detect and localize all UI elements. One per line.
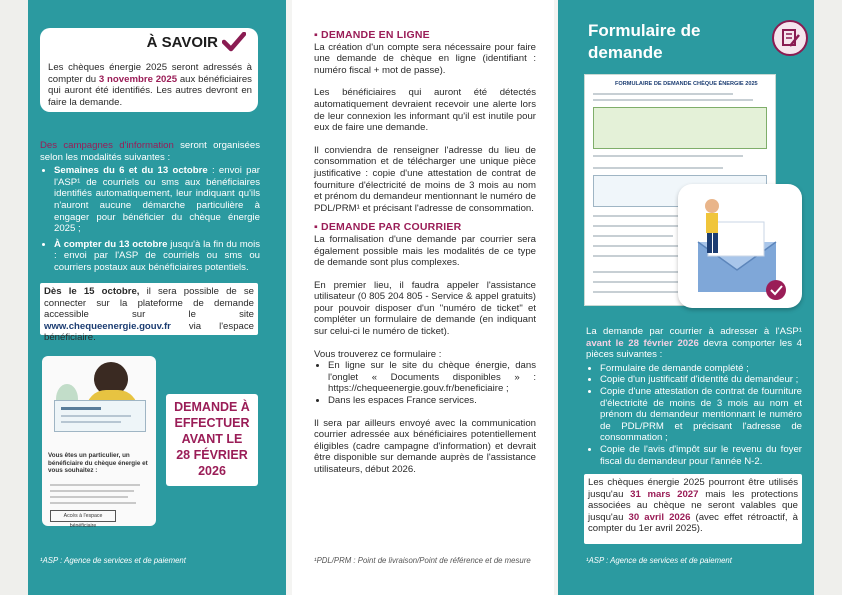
campaign-label: Des campagnes d'information bbox=[40, 140, 174, 151]
panel-right bbox=[558, 0, 814, 595]
page-title: Formulaire de demande bbox=[588, 21, 701, 62]
panel-middle bbox=[292, 0, 554, 595]
form-line bbox=[593, 93, 733, 95]
deadline-box: DEMANDE À EFFECTUER AVANT LE 28 FÉVRIER 2026 bbox=[166, 394, 258, 486]
online-section: ▪ DEMANDE EN LIGNE La création d'un compte sera nécessaire pour faire une demande de chèque en ligne (identifiant : numéro fiscal + mot de passe). Les bénéficiaires qui auront été détectés automatiquement devraient recevoir une alerte lors de leur connexion les informant qu'il est inutile pour eux de faire une demande. Il conviendra de renseigner l'adresse du lieu de consommation et de télécharger une unique pièce justificative : copie d'une attestation de contrat de fourniture d'électricité de moins de 3 mois au nom et prénom du demandeur mentionnant le numéro de PDL/PRM¹ et précisant l'adresse de consommation. ▪ DEMANDE PAR COURRIER La formalisation d'une demande par courrier sera également possible mais les modalités de ce type de demande sont plus complexes. En premier lieu, il faudra appeler l'assistance utilisateur (0 805 204 805 - Service & appel gratuits) pour pouvoir disposer d'un "numéro de ticket" et compléter un formulaire de demande (en indiquant sur celui-ci le numéro de ticket). Vous trouverez ce formulaire : • En ligne sur le site du chèque énergie, dans l'onglet « Documents disponibles » : https://chequeenergie.gouv.fr/beneficiaire ; • Dans les espaces France services. Il sera par ailleurs envoyé avec la communication courrier adressée aux bénéficiaires potentiellement éligibles (cadre campagne d'information) et devrait être disponible sur demande auprès de l'assistance utilisateurs, début 2026. bbox=[314, 30, 536, 476]
card-line bbox=[50, 502, 136, 504]
mail-intro: La demande par courrier à adresser à l'ASP¹ avant le 28 février 2026 devra comporter les 4 pièces suivantes : • Formulaire de demande complété ; • Copie d'un justificatif d'identité du demandeur ; • Copie d'une attestation de contrat de fourniture d'électricité de moins de 3 mois au nom et prénom du demandeur mentionnant le numéro de PDL/PRM et précisant l'adresse de consommation ; • Copie de l'avis d'impôt sur le revenu du foyer fiscal du demandeur pour l'année N-2. bbox=[586, 326, 802, 467]
form-line bbox=[593, 167, 723, 169]
website-link[interactable]: www.chequeenergie.gouv.fr bbox=[44, 320, 171, 332]
list-item: • Formulaire de demande complété ; bbox=[600, 363, 802, 375]
list-item: • Dans les espaces France services. bbox=[328, 395, 536, 407]
pen-icon bbox=[774, 22, 806, 54]
envelope-icon bbox=[678, 184, 802, 308]
footnote: ¹ASP : Agence de services et de paiement bbox=[586, 556, 732, 565]
campaign-block: Des campagnes d'information seront organisées selon les modalités suivantes : • Semaines du 6 et du 13 octobre : envoi par l'ASP¹ de courriels ou sms aux bénéficiaires identifiés automatiquement, leur indiquant qu'ils n'auront aucune démarche particulière à engager pour bénéficier du chèque énergie 2025 ; • À compter du 13 octobre jusqu'à la fin du mois : envoi par l'ASP de courriels ou sms ou courriers postaux aux bénéficiaires potentiels. bbox=[40, 140, 260, 274]
form-notice bbox=[593, 107, 767, 149]
list-item: • Copie d'une attestation de contrat de fourniture d'électricité de moins de 3 mois au nom et prénom du demandeur mentionnant le numéro de PDL/PRM et précisant l'adresse de consommation ; bbox=[600, 386, 802, 444]
right-margin bbox=[814, 0, 842, 595]
form-line bbox=[593, 235, 673, 237]
website-card bbox=[42, 356, 156, 529]
list-item: • En ligne sur le site du chèque énergie, dans l'onglet « Documents disponibles » : https://chequeenergie.gouv.fr/beneficiaire ; bbox=[328, 360, 536, 395]
a-savoir-text: Les chèques énergie 2025 seront adressés à compter du 3 novembre 2025 aux bénéficiaires qui auront été identifiés. Les autres devront en faire la demande. bbox=[48, 62, 252, 108]
form-icon bbox=[772, 20, 808, 56]
validity-box: Les chèques énergie 2025 pourront être utilisés jusqu'au 31 mars 2027 mais les protections associées au chèque ne seront valables que jusqu'au 30 avril 2026 (avec effet rétroactif, à compter du 1er avril 2025). bbox=[584, 474, 802, 544]
a-savoir-title: À SAVOIR bbox=[146, 34, 218, 51]
list-item: • Copie d'un justificatif d'identité du demandeur ; bbox=[600, 374, 802, 386]
envelope-illustration bbox=[678, 184, 802, 308]
required-documents bbox=[586, 363, 802, 467]
list-item: • Copie de l'avis d'impôt sur le revenu du foyer fiscal du demandeur pour l'année N-2. bbox=[600, 444, 802, 467]
checkmark-icon bbox=[222, 32, 246, 52]
card-line bbox=[50, 490, 134, 492]
panel-left bbox=[28, 0, 286, 595]
list-item: • Semaines du 6 et du 13 octobre : envoi par l'ASP¹ de courriels ou sms aux bénéficiaires identifiés automatiquement, leur indiquant qu'ils n'auront aucune démarche particulière à engager pour bénéficier du chèque énergie 2025 ; bbox=[54, 165, 260, 235]
footnote: ¹ASP : Agence de services et de paiement bbox=[40, 556, 186, 565]
a-savoir-box bbox=[40, 28, 258, 112]
form-header: FORMULAIRE DE DEMANDE CHÈQUE ÉNERGIE 2025 bbox=[615, 81, 758, 87]
online-title: ▪ DEMANDE EN LIGNE bbox=[314, 29, 430, 41]
left-margin bbox=[0, 0, 28, 595]
form-line bbox=[593, 155, 743, 157]
footnote: ¹PDL/PRM : Point de livraison/Point de référence et de mesure bbox=[314, 556, 531, 565]
card-heading: Vous êtes un particulier, un bénéficiaire du chèque énergie et vous souhaitez : bbox=[48, 452, 148, 475]
mail-title: ▪ DEMANDE PAR COURRIER bbox=[314, 221, 462, 234]
card-line bbox=[50, 496, 128, 498]
card-line bbox=[50, 484, 140, 486]
cheque-image bbox=[54, 400, 146, 432]
list-item: • À compter du 13 octobre jusqu'à la fin du mois : envoi par l'ASP de courriels ou sms ou courriers postaux aux bénéficiaires potentiels. bbox=[54, 239, 260, 274]
oct15-box: Dès le 15 octobre, il sera possible de se connecter sur la plateforme de demande accessible sur le site www.chequeenergie.gouv.fr via l'espace bénéficiaire. bbox=[40, 283, 258, 335]
form-line bbox=[593, 255, 689, 257]
access-button[interactable]: Accès à l'espace bénéficiaire bbox=[50, 510, 116, 522]
form-line bbox=[593, 215, 683, 217]
form-line bbox=[593, 99, 753, 101]
